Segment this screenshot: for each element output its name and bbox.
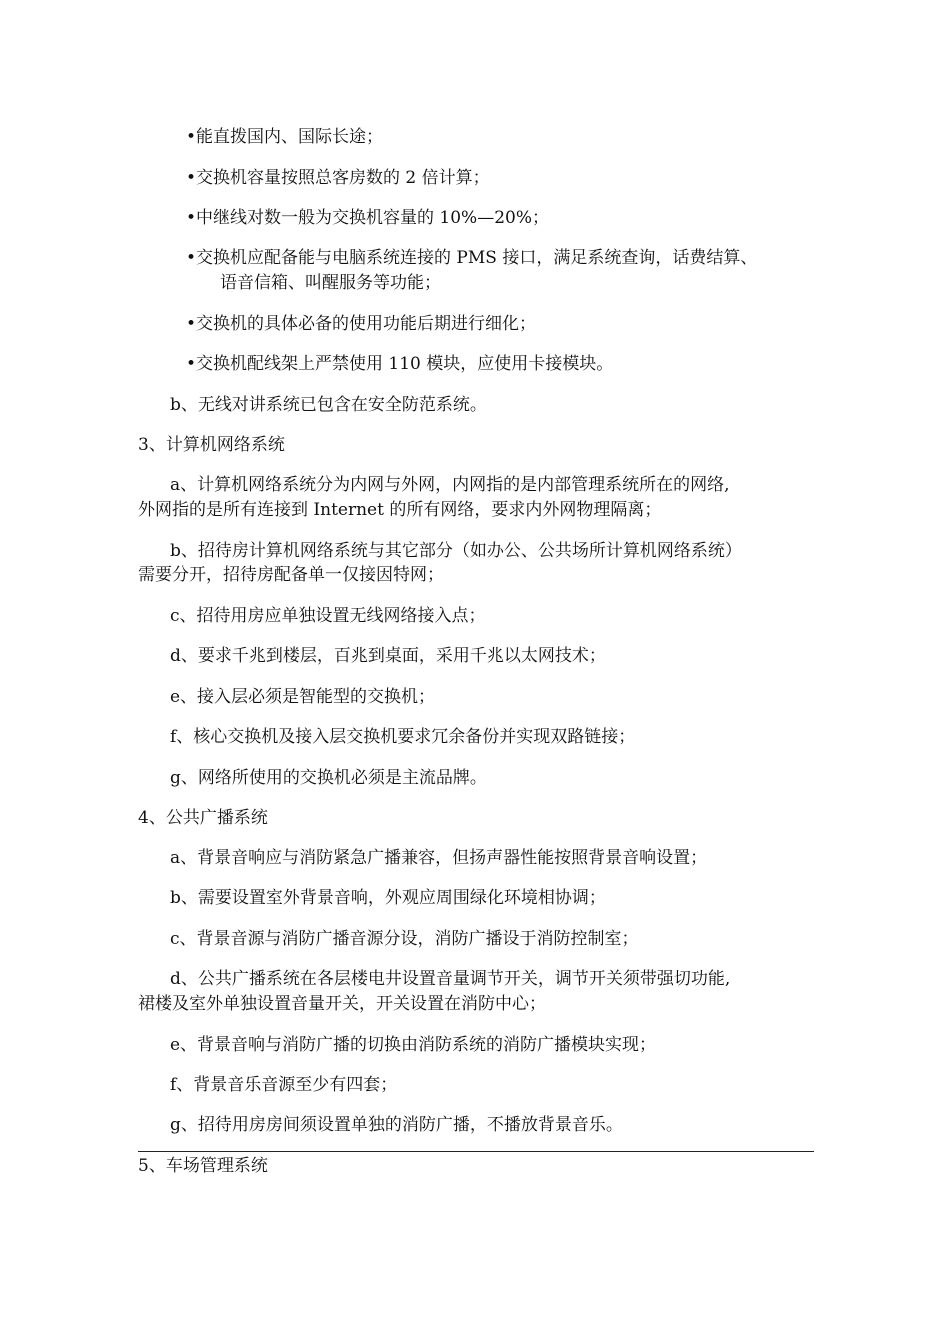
paragraph-line: 外网指的是所有连接到 Internet 的所有网络，要求内外网物理隔离； [138,500,662,520]
bullet-item: •能直拨国内、国际长途； [186,127,384,147]
list-item-wireless: b、无线对讲系统已包含在安全防范系统。 [170,395,487,415]
section-heading-network: 3、计算机网络系统 [138,435,285,455]
bullet-item: •交换机配线架上严禁使用 110 模块，应使用卡接模块。 [186,354,614,374]
paragraph-line: a、计算机网络系统分为内网与外网，内网指的是内部管理系统所在的网络, [170,475,730,495]
section-heading-parking: 5、车场管理系统 [138,1156,268,1176]
paragraph-line: 裙楼及室外单独设置音量开关，开关设置在消防中心； [138,994,546,1014]
bullet-item: •交换机的具体必备的使用功能后期进行细化； [186,314,537,334]
paragraph-line: 需要分开，招待房配备单一仅接因特网； [138,565,444,585]
bullet-item: •交换机容量按照总客房数的 2 倍计算； [186,168,490,188]
list-item: f、背景音乐音源至少有四套； [170,1075,398,1095]
list-item: g、网络所使用的交换机必须是主流品牌。 [170,768,487,788]
paragraph-line: d、公共广播系统在各层楼电井设置音量调节开关，调节开关须带强切功能, [170,969,731,989]
list-item: a、背景音响应与消防紧急广播兼容，但扬声器性能按照背景音响设置； [170,848,708,868]
bullet-item: •中继线对数一般为交换机容量的 10%—20%； [186,208,550,228]
list-item: c、招待用房应单独设置无线网络接入点； [170,606,486,626]
list-item: d、要求千兆到楼层，百兆到桌面，采用千兆以太网技术； [170,646,606,666]
list-item: f、核心交换机及接入层交换机要求冗余备份并实现双路链接； [170,727,636,747]
list-item: b、需要设置室外背景音响，外观应周围绿化环境相协调； [170,888,606,908]
list-item: e、接入层必须是智能型的交换机； [170,687,436,707]
paragraph-line: b、招待房计算机网络系统与其它部分（如办公、公共场所计算机网络系统） [170,541,742,561]
list-item: e、背景音响与消防广播的切换由消防系统的消防广播模块实现； [170,1035,657,1055]
bullet-item-continuation: 语音信箱、叫醒服务等功能； [220,273,441,293]
list-item: g、招待用房房间须设置单独的消防广播，不播放背景音乐。 [170,1115,623,1135]
bullet-item: •交换机应配备能与电脑系统连接的 PMS 接口，满足系统查询，话费结算、 [186,248,758,268]
list-item: c、背景音源与消防广播音源分设，消防广播设于消防控制室； [170,929,639,949]
section-heading-broadcast: 4、公共广播系统 [138,808,268,828]
horizontal-divider [138,1151,814,1152]
